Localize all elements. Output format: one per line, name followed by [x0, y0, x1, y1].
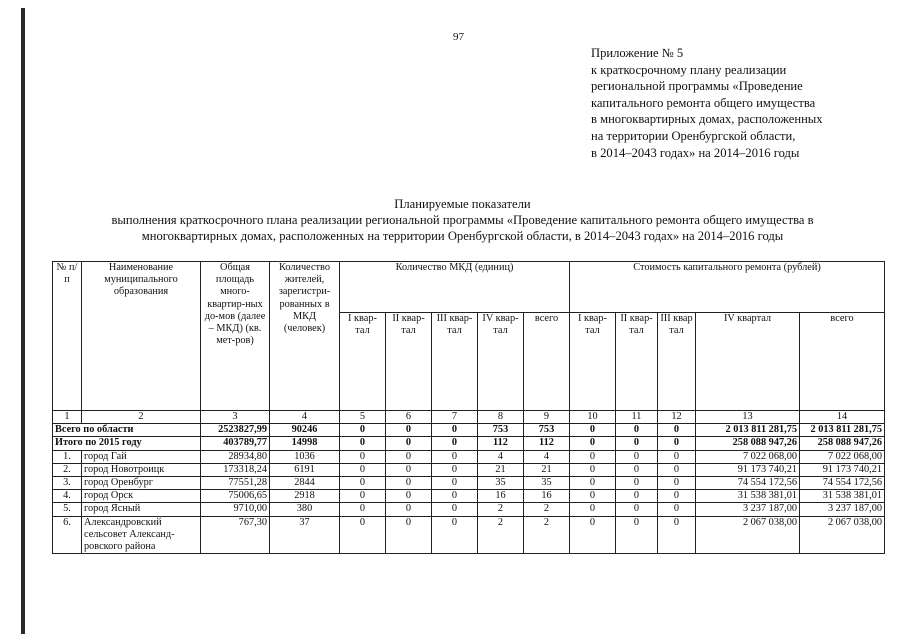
column-number: 1	[53, 411, 82, 424]
summary-q4: 753	[478, 424, 524, 437]
row-name: город Орск	[82, 490, 201, 503]
summary-q2: 0	[386, 437, 432, 450]
row-q3: 0	[432, 503, 478, 516]
column-number: 14	[800, 411, 885, 424]
table-row	[53, 450, 885, 463]
column-number: 2	[82, 411, 201, 424]
row-total: 2	[524, 516, 570, 554]
summary-total: 112	[524, 437, 570, 450]
summary-ctotal: 2 013 811 281,75	[800, 424, 885, 437]
appendix-line: региональной программы «Проведение	[591, 79, 803, 94]
row-name: город Новотроицк	[82, 463, 201, 476]
column-number: 5	[340, 411, 386, 424]
summary-cq3: 0	[658, 437, 696, 450]
row-cq3: 0	[658, 450, 696, 463]
header-q3: III квар-тал	[432, 312, 478, 410]
table-row	[53, 503, 885, 516]
row-residents: 1036	[270, 450, 340, 463]
row-cq1: 0	[570, 477, 616, 490]
row-cq1: 0	[570, 463, 616, 476]
summary-q2: 0	[386, 424, 432, 437]
column-number: 3	[201, 411, 270, 424]
row-area: 9710,00	[201, 503, 270, 516]
summary-total: 753	[524, 424, 570, 437]
row-num: 4.	[53, 490, 82, 503]
row-cq4: 7 022 068,00	[696, 450, 800, 463]
header-q4: IV квар-тал	[478, 312, 524, 410]
row-area: 28934,80	[201, 450, 270, 463]
column-number: 12	[658, 411, 696, 424]
row-cq2: 0	[616, 450, 658, 463]
row-q3: 0	[432, 463, 478, 476]
appendix-note	[591, 45, 823, 161]
header-cost-q1: I квар-тал	[570, 312, 616, 410]
summary-q3: 0	[432, 437, 478, 450]
row-cq3: 0	[658, 516, 696, 554]
appendix-line: на территории Оренбургской области,	[591, 128, 796, 143]
header-residents: Количество жителей, зарегистри-рованных в МКД (человек)	[270, 262, 340, 411]
row-cq3: 0	[658, 477, 696, 490]
header-cost-q3: III квар тал	[658, 312, 696, 410]
row-ctotal: 74 554 172,56	[800, 477, 885, 490]
row-num: 3.	[53, 477, 82, 490]
page-number: 97	[453, 31, 464, 43]
row-q2: 0	[386, 516, 432, 554]
table-row	[53, 477, 885, 490]
heading-line: многоквартирных домах, расположенных на территории Оренбургской области, в 2014–2043 годах» на 2014–2016 годы	[141, 229, 784, 244]
column-number: 7	[432, 411, 478, 424]
row-total: 4	[524, 450, 570, 463]
header-total: всего	[524, 312, 570, 410]
column-number: 6	[386, 411, 432, 424]
row-residents: 2844	[270, 477, 340, 490]
summary-q1: 0	[340, 437, 386, 450]
summary-q3: 0	[432, 424, 478, 437]
summary-area: 2523827,99	[201, 424, 270, 437]
row-cq2: 0	[616, 490, 658, 503]
row-q2: 0	[386, 450, 432, 463]
row-cq1: 0	[570, 516, 616, 554]
row-q2: 0	[386, 463, 432, 476]
summary-cq3: 0	[658, 424, 696, 437]
row-cq3: 0	[658, 463, 696, 476]
column-number: 11	[616, 411, 658, 424]
summary-cq2: 0	[616, 424, 658, 437]
header-cost-q4: IV квартал	[696, 312, 800, 410]
summary-residents: 90246	[270, 424, 340, 437]
appendix-line: в 2014–2043 годах» на 2014–2016 годы	[591, 145, 800, 160]
summary-cq4: 2 013 811 281,75	[696, 424, 800, 437]
row-q1: 0	[340, 503, 386, 516]
indicators-table	[52, 261, 885, 554]
summary-residents: 14998	[270, 437, 340, 450]
row-cq4: 74 554 172,56	[696, 477, 800, 490]
row-q1: 0	[340, 490, 386, 503]
row-q1: 0	[340, 450, 386, 463]
table-row	[53, 490, 885, 503]
table-row	[53, 516, 885, 554]
row-cq2: 0	[616, 463, 658, 476]
row-num: 6.	[53, 516, 82, 554]
row-q4: 35	[478, 477, 524, 490]
row-residents: 380	[270, 503, 340, 516]
row-q1: 0	[340, 477, 386, 490]
summary-cq1: 0	[570, 424, 616, 437]
header-mkd-count: Количество МКД (единиц)	[340, 262, 570, 313]
row-name: город Оренбург	[82, 477, 201, 490]
summary-label: Всего по области	[53, 424, 201, 437]
row-q3: 0	[432, 490, 478, 503]
row-cq2: 0	[616, 477, 658, 490]
row-q1: 0	[340, 516, 386, 554]
row-ctotal: 7 022 068,00	[800, 450, 885, 463]
summary-cq4: 258 088 947,26	[696, 437, 800, 450]
row-q4: 2	[478, 503, 524, 516]
row-q1: 0	[340, 463, 386, 476]
row-ctotal: 31 538 381,01	[800, 490, 885, 503]
row-q2: 0	[386, 503, 432, 516]
row-ctotal: 3 237 187,00	[800, 503, 885, 516]
summary-row	[53, 424, 885, 437]
row-q2: 0	[386, 490, 432, 503]
row-name: город Ясный	[82, 503, 201, 516]
row-area: 173318,24	[201, 463, 270, 476]
row-total: 21	[524, 463, 570, 476]
header-cost: Стоимость капитального ремонта (рублей)	[570, 262, 885, 313]
row-name: Александровский сельсовет Александ-ровского района	[82, 516, 201, 554]
header-q2: II квар-тал	[386, 312, 432, 410]
column-number: 10	[570, 411, 616, 424]
column-number-row	[53, 411, 885, 424]
appendix-line: капитального ремонта общего имущества	[591, 95, 816, 110]
row-cq2: 0	[616, 516, 658, 554]
row-cq3: 0	[658, 503, 696, 516]
row-cq1: 0	[570, 450, 616, 463]
summary-q1: 0	[340, 424, 386, 437]
row-total: 2	[524, 503, 570, 516]
row-q4: 16	[478, 490, 524, 503]
summary-cq2: 0	[616, 437, 658, 450]
row-area: 767,30	[201, 516, 270, 554]
header-area: Общая площадь много-квартир-ных до-мов (далее – МКД) (кв. мет-ров)	[201, 262, 270, 411]
row-residents: 6191	[270, 463, 340, 476]
row-total: 35	[524, 477, 570, 490]
row-cq1: 0	[570, 490, 616, 503]
row-name: город Гай	[82, 450, 201, 463]
row-num: 1.	[53, 450, 82, 463]
row-ctotal: 91 173 740,21	[800, 463, 885, 476]
row-ctotal: 2 067 038,00	[800, 516, 885, 554]
column-number: 13	[696, 411, 800, 424]
header-cost-q2: II квар-тал	[616, 312, 658, 410]
row-cq4: 31 538 381,01	[696, 490, 800, 503]
row-q4: 2	[478, 516, 524, 554]
heading-title: Планируемые показатели	[394, 197, 531, 211]
summary-area: 403789,77	[201, 437, 270, 450]
left-margin-line	[21, 8, 25, 634]
row-cq1: 0	[570, 503, 616, 516]
row-q4: 21	[478, 463, 524, 476]
row-cq3: 0	[658, 490, 696, 503]
row-q4: 4	[478, 450, 524, 463]
row-num: 5.	[53, 503, 82, 516]
summary-ctotal: 258 088 947,26	[800, 437, 885, 450]
column-number: 9	[524, 411, 570, 424]
header-name: Наименование муниципального образования	[82, 262, 201, 411]
row-cq4: 2 067 038,00	[696, 516, 800, 554]
row-q3: 0	[432, 516, 478, 554]
row-q2: 0	[386, 477, 432, 490]
table-row	[53, 463, 885, 476]
appendix-line: в многоквартирных домах, расположенных	[591, 112, 823, 127]
row-q3: 0	[432, 477, 478, 490]
header-num: № п/п	[53, 262, 82, 411]
row-cq4: 3 237 187,00	[696, 503, 800, 516]
summary-label: Итого по 2015 году	[53, 437, 201, 450]
summary-cq1: 0	[570, 437, 616, 450]
appendix-line: к краткосрочному плану реализации	[591, 62, 787, 77]
row-area: 77551,28	[201, 477, 270, 490]
row-cq4: 91 173 740,21	[696, 463, 800, 476]
column-number: 8	[478, 411, 524, 424]
heading-line: выполнения краткосрочного плана реализации региональной программы «Проведение капитального ремонта общего имущества в	[111, 213, 814, 228]
header-q1: I квар-тал	[340, 312, 386, 410]
column-number: 4	[270, 411, 340, 424]
row-num: 2.	[53, 463, 82, 476]
document-heading	[20, 196, 905, 245]
summary-row	[53, 437, 885, 450]
header-cost-total: всего	[800, 312, 885, 410]
row-residents: 37	[270, 516, 340, 554]
appendix-line: Приложение № 5	[591, 46, 684, 60]
row-area: 75006,65	[201, 490, 270, 503]
row-total: 16	[524, 490, 570, 503]
row-residents: 2918	[270, 490, 340, 503]
row-q3: 0	[432, 450, 478, 463]
row-cq2: 0	[616, 503, 658, 516]
summary-q4: 112	[478, 437, 524, 450]
